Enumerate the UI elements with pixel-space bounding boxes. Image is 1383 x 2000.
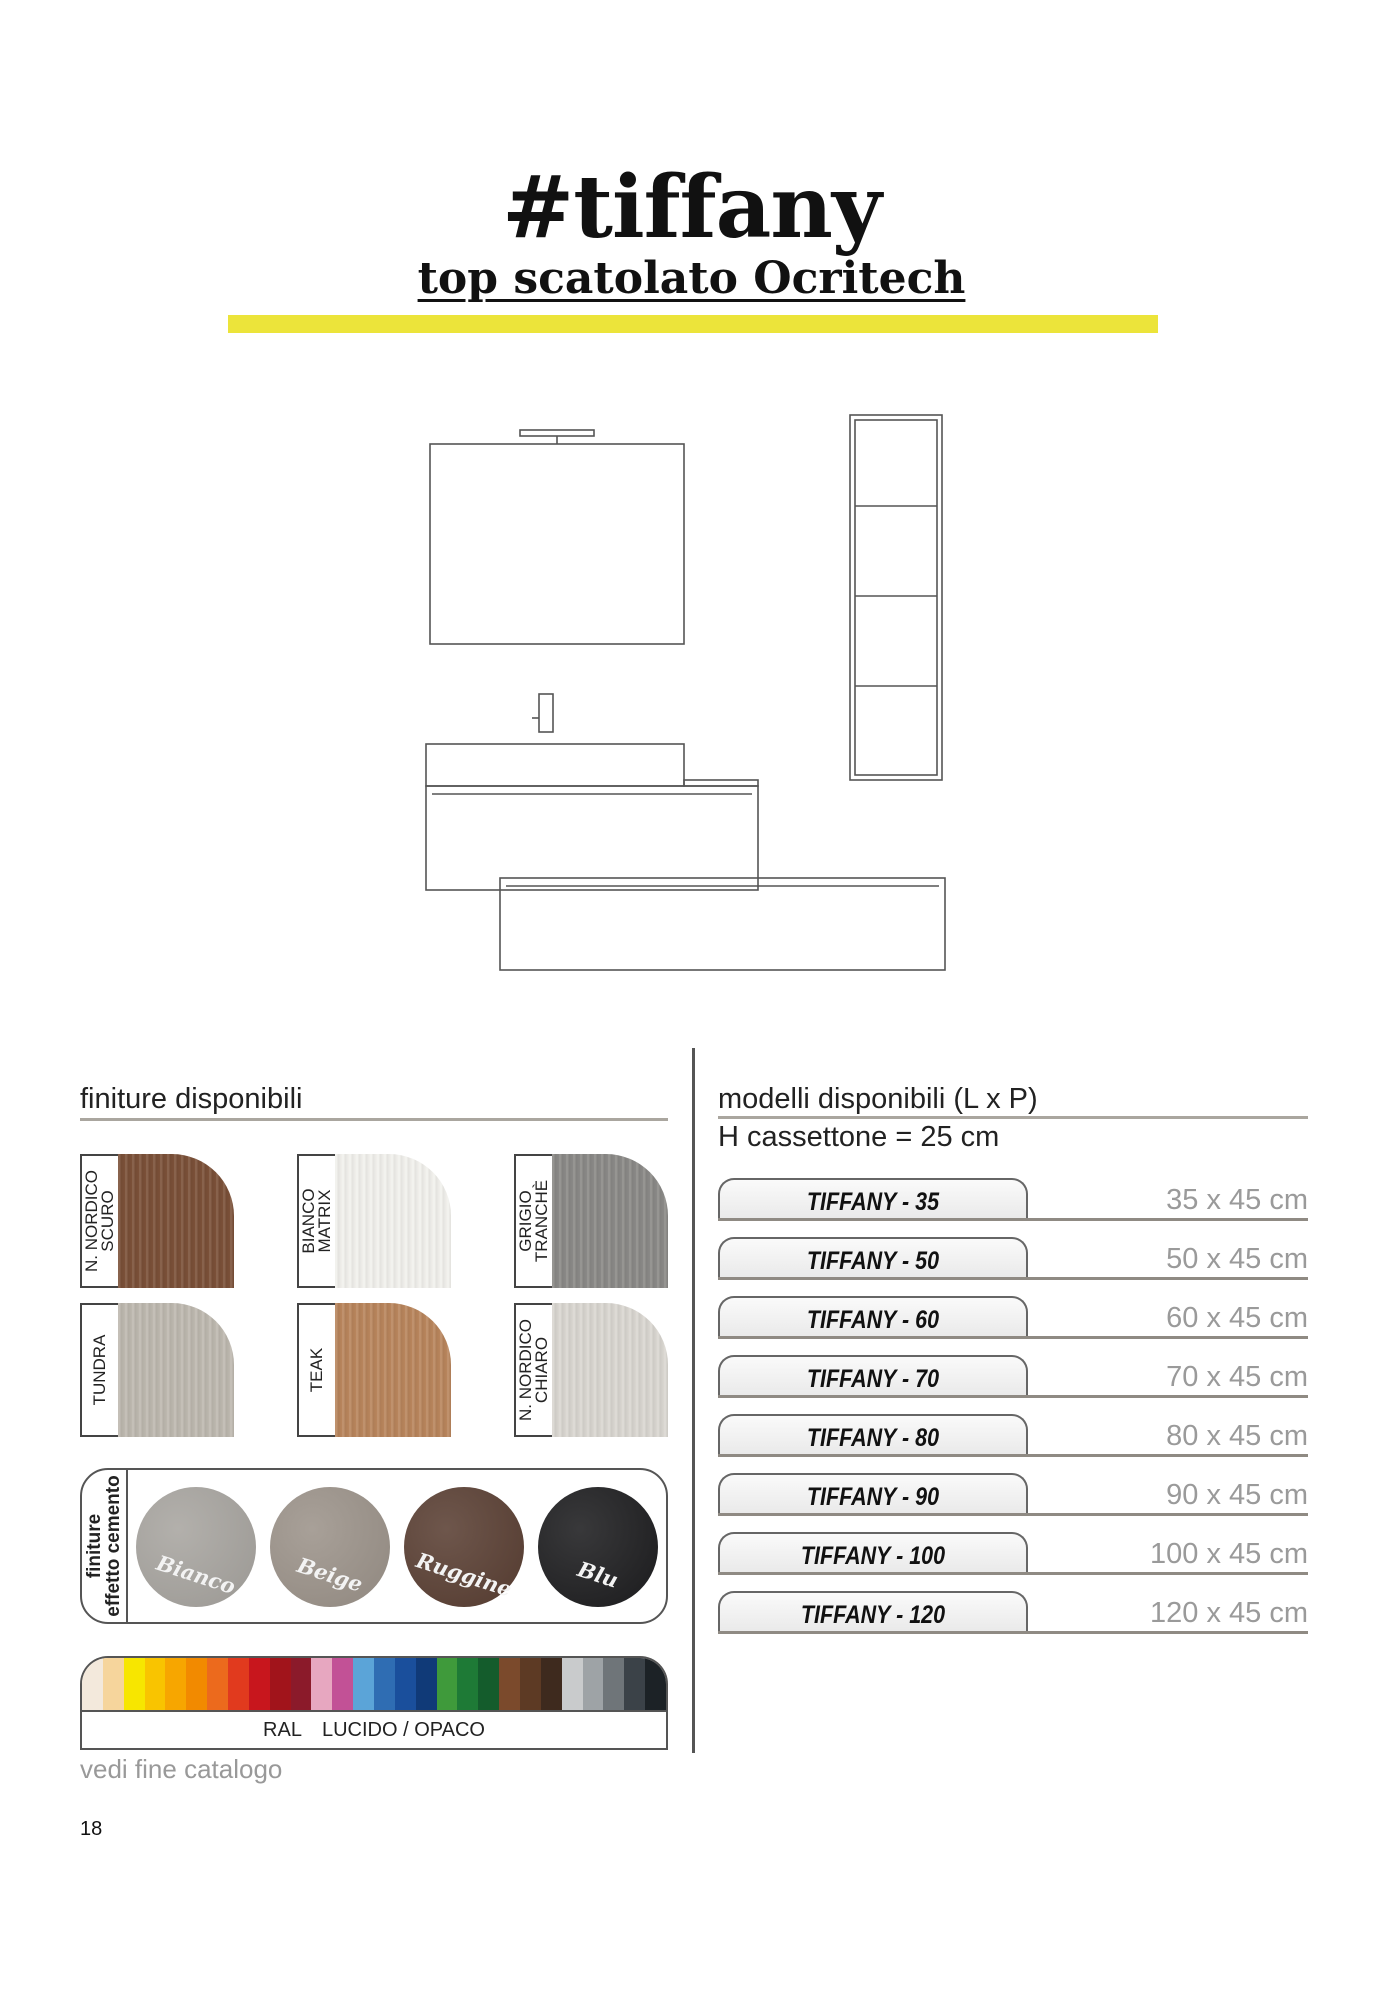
ral-color-chip <box>311 1658 332 1710</box>
model-dimensions: 100 x 45 cm <box>1150 1538 1308 1570</box>
finish-label: GRIGIO TRANCHÈ <box>516 1179 551 1263</box>
ral-color-chip <box>291 1658 312 1710</box>
ral-color-chip <box>603 1658 624 1710</box>
ral-color-chip <box>270 1658 291 1710</box>
cement-finishes-panel <box>80 1468 668 1624</box>
ral-color-chip <box>624 1658 645 1710</box>
ral-color-chip <box>228 1658 249 1710</box>
ral-color-panel <box>80 1656 668 1752</box>
finish-texture <box>552 1154 668 1288</box>
ral-color-chip <box>416 1658 437 1710</box>
models-rule <box>718 1116 1308 1119</box>
drawer-height-eq: = <box>895 1121 913 1153</box>
ral-color-chip <box>541 1658 562 1710</box>
model-underline <box>718 1395 1308 1398</box>
mirror-drawing <box>430 444 684 644</box>
lower-drawer-unit-drawing <box>500 878 945 970</box>
model-dimensions: 120 x 45 cm <box>1150 1597 1308 1629</box>
finish-swatch <box>297 1303 451 1437</box>
model-underline <box>718 1336 1308 1339</box>
ral-color-chip <box>207 1658 228 1710</box>
ral-color-chip <box>520 1658 541 1710</box>
cement-swatch-name: Blu <box>574 1556 622 1593</box>
model-name-tab <box>718 1296 1028 1338</box>
ral-color-chip <box>562 1658 583 1710</box>
faucet-drawing <box>539 694 553 732</box>
model-name-tab <box>718 1178 1028 1220</box>
ral-color-chip <box>332 1658 353 1710</box>
model-dimensions: 60 x 45 cm <box>1166 1302 1308 1334</box>
finish-label: TEAK <box>307 1347 326 1393</box>
finish-swatch <box>297 1154 451 1288</box>
finish-label: TUNDRA <box>90 1334 109 1406</box>
model-name: TIFFANY - 120 <box>800 1601 946 1629</box>
finish-label: BIANCO MATRIX <box>299 1188 334 1254</box>
model-row <box>718 1237 1308 1281</box>
cement-swatch <box>136 1487 256 1607</box>
finish-texture <box>552 1303 668 1437</box>
ral-color-chip <box>583 1658 604 1710</box>
ral-color-chip <box>249 1658 270 1710</box>
drawer-height-label: H cassettone <box>718 1121 888 1153</box>
model-name-tab <box>718 1532 1028 1574</box>
ral-color-chip <box>145 1658 166 1710</box>
finish-texture <box>118 1154 234 1288</box>
model-name-tab <box>718 1414 1028 1456</box>
model-name: TIFFANY - 60 <box>806 1306 940 1334</box>
ral-color-chip <box>353 1658 374 1710</box>
ral-finish-label: LUCIDO / OPACO <box>321 1719 485 1741</box>
ral-caption <box>80 1710 668 1750</box>
ral-color-chip <box>499 1658 520 1710</box>
lamp-drawing <box>520 430 594 436</box>
page-subtitle: top scatolato Ocritech <box>417 253 966 304</box>
ral-color-chip <box>457 1658 478 1710</box>
ral-color-chip <box>82 1658 103 1710</box>
ral-color-chip <box>124 1658 145 1710</box>
model-dimensions: 80 x 45 cm <box>1166 1420 1308 1452</box>
ral-label: RAL <box>263 1719 302 1741</box>
model-underline <box>718 1631 1308 1634</box>
ral-color-chip <box>645 1658 666 1710</box>
model-name-tab <box>718 1473 1028 1515</box>
model-name: TIFFANY - 50 <box>806 1247 940 1275</box>
model-name-tab <box>718 1237 1028 1279</box>
upper-drawer-unit-drawing <box>426 786 758 890</box>
ral-color-chip <box>165 1658 186 1710</box>
model-name: TIFFANY - 35 <box>806 1188 940 1216</box>
finish-texture <box>335 1303 451 1437</box>
page-title: #tiffany <box>502 157 881 258</box>
model-underline <box>718 1572 1308 1575</box>
drawer-height-value: 25 cm <box>920 1121 1000 1153</box>
model-row <box>718 1178 1308 1222</box>
cement-finishes-label-box <box>82 1470 128 1622</box>
model-underline <box>718 1277 1308 1280</box>
column-drawing <box>850 415 942 780</box>
cement-swatch-name: Ruggine <box>413 1547 515 1602</box>
model-row <box>718 1414 1308 1458</box>
model-dimensions: 90 x 45 cm <box>1166 1479 1308 1511</box>
finish-swatch <box>514 1303 668 1437</box>
model-underline <box>718 1218 1308 1221</box>
ral-color-chip <box>395 1658 416 1710</box>
model-name: TIFFANY - 90 <box>806 1483 940 1511</box>
model-dimensions: 50 x 45 cm <box>1166 1243 1308 1275</box>
ral-color-chip <box>103 1658 124 1710</box>
ral-color-strip <box>80 1656 668 1710</box>
ral-color-chip <box>437 1658 458 1710</box>
cement-finishes-label: finiture effetto cemento <box>84 1475 124 1617</box>
finishes-heading: finiture disponibili <box>80 1083 303 1115</box>
model-name-tab <box>718 1355 1028 1397</box>
model-name: TIFFANY - 70 <box>806 1365 940 1393</box>
model-name-tab <box>718 1591 1028 1633</box>
finish-label: N. NORDICO SCURO <box>82 1170 117 1272</box>
model-name: TIFFANY - 100 <box>800 1542 946 1570</box>
finish-texture <box>118 1303 234 1437</box>
model-name: TIFFANY - 80 <box>806 1424 940 1452</box>
model-row <box>718 1473 1308 1517</box>
finish-swatch <box>514 1154 668 1288</box>
finish-swatch <box>80 1154 234 1288</box>
finish-swatch <box>80 1303 234 1437</box>
model-dimensions: 70 x 45 cm <box>1166 1361 1308 1393</box>
model-underline <box>718 1513 1308 1516</box>
finish-label: N. NORDICO CHIARO <box>516 1319 551 1421</box>
ral-color-chip <box>374 1658 395 1710</box>
see-catalog-note: vedi fine catalogo <box>80 1754 283 1784</box>
model-dimensions: 35 x 45 cm <box>1166 1184 1308 1216</box>
cement-swatch-name: Beige <box>294 1552 366 1597</box>
ral-color-chip <box>478 1658 499 1710</box>
column-divider <box>692 1048 695 1753</box>
cement-swatch-name: Bianco <box>153 1550 239 1599</box>
cement-swatch <box>538 1487 658 1607</box>
models-heading: modelli disponibili (L x P) <box>718 1083 1038 1115</box>
model-row <box>718 1296 1308 1340</box>
finish-texture <box>335 1154 451 1288</box>
basin-drawing <box>426 744 684 786</box>
cement-swatch <box>404 1487 524 1607</box>
page-number: 18 <box>80 1818 103 1840</box>
model-row <box>718 1591 1308 1635</box>
composition-line-drawing <box>400 400 960 1000</box>
model-row <box>718 1355 1308 1399</box>
drawer-height <box>718 1120 999 1154</box>
model-row <box>718 1532 1308 1576</box>
accent-bar <box>228 315 1158 333</box>
cement-swatch <box>270 1487 390 1607</box>
ral-color-chip <box>186 1658 207 1710</box>
finishes-rule <box>80 1118 668 1121</box>
model-underline <box>718 1454 1308 1457</box>
